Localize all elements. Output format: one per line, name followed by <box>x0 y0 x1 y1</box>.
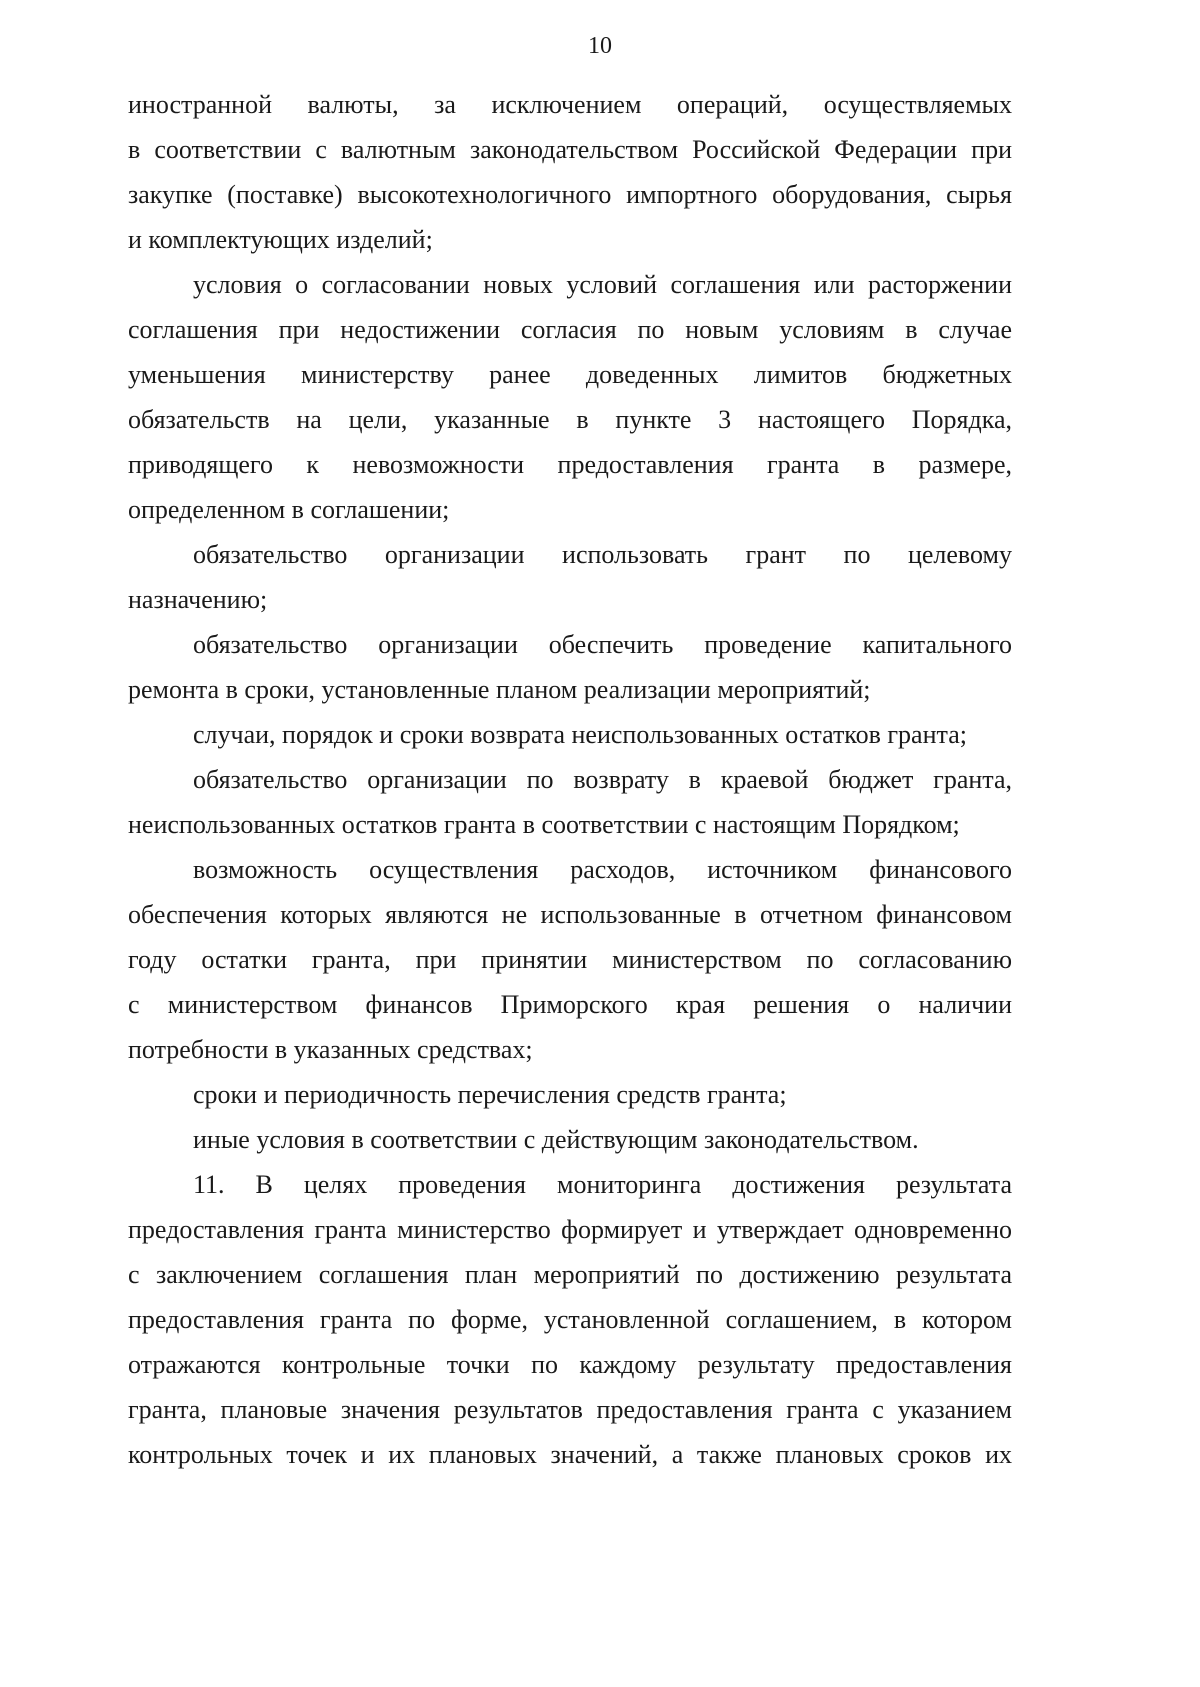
text-line: определенном в соглашении; <box>128 495 450 524</box>
text-line: предоставления гранта по форме, установленной соглашением, в котором <box>128 1305 1012 1334</box>
text-line: и комплектующих изделий; <box>128 225 433 254</box>
text-line: гранта, плановые значения результатов предоставления гранта с указанием <box>128 1395 1012 1424</box>
text-line: сроки и периодичность перечисления средств гранта; <box>193 1080 787 1109</box>
document-body <box>128 82 1012 1477</box>
text-line: иные условия в соответствии с действующим законодательством. <box>193 1125 919 1154</box>
text-line: предоставления гранта министерство формирует и утверждает одновременно <box>128 1215 1012 1244</box>
text-line: соглашения при недостижении согласия по новым условиям в случае <box>128 315 1012 344</box>
text-line: 11. В целях проведения мониторинга достижения результата <box>193 1170 1012 1199</box>
text-line: году остатки гранта, при принятии министерством по согласованию <box>128 945 1012 974</box>
text-line: обязательство организации обеспечить проведение капитального <box>193 630 1012 659</box>
text-line: отражаются контрольные точки по каждому результату предоставления <box>128 1350 1012 1379</box>
text-line: обязательств на цели, указанные в пункте 3 настоящего Порядка, <box>128 405 1012 434</box>
text-line: уменьшения министерству ранее доведенных лимитов бюджетных <box>128 360 1012 389</box>
text-line: с заключением соглашения план мероприятий по достижению результата <box>128 1260 1012 1289</box>
text-line: назначению; <box>128 585 268 614</box>
text-line: в соответствии с валютным законодательством Российской Федерации при <box>128 135 1012 164</box>
text-line: закупке (поставке) высокотехнологичного импортного оборудования, сырья <box>128 180 1012 209</box>
text-line: обязательство организации использовать грант по целевому <box>193 540 1012 569</box>
text-line: с министерством финансов Приморского края решения о наличии <box>128 990 1012 1019</box>
text-line: случаи, порядок и сроки возврата неиспользованных остатков гранта; <box>193 720 967 749</box>
text-line: иностранной валюты, за исключением операций, осуществляемых <box>128 90 1012 119</box>
text-line: возможность осуществления расходов, источником финансового <box>193 855 1012 884</box>
text-line: обязательство организации по возврату в краевой бюджет гранта, <box>193 765 1012 794</box>
text-line: обеспечения которых являются не использованные в отчетном финансовом <box>128 900 1012 929</box>
text-line: контрольных точек и их плановых значений, а также плановых сроков их <box>128 1440 1012 1469</box>
text-line: приводящего к невозможности предоставления гранта в размере, <box>128 450 1012 479</box>
text-line: условия о согласовании новых условий соглашения или расторжении <box>193 270 1012 299</box>
text-line: ремонта в сроки, установленные планом реализации мероприятий; <box>128 675 871 704</box>
text-line: потребности в указанных средствах; <box>128 1035 533 1064</box>
page-number: 10 <box>588 33 612 59</box>
text-line: неиспользованных остатков гранта в соответствии с настоящим Порядком; <box>128 810 960 839</box>
